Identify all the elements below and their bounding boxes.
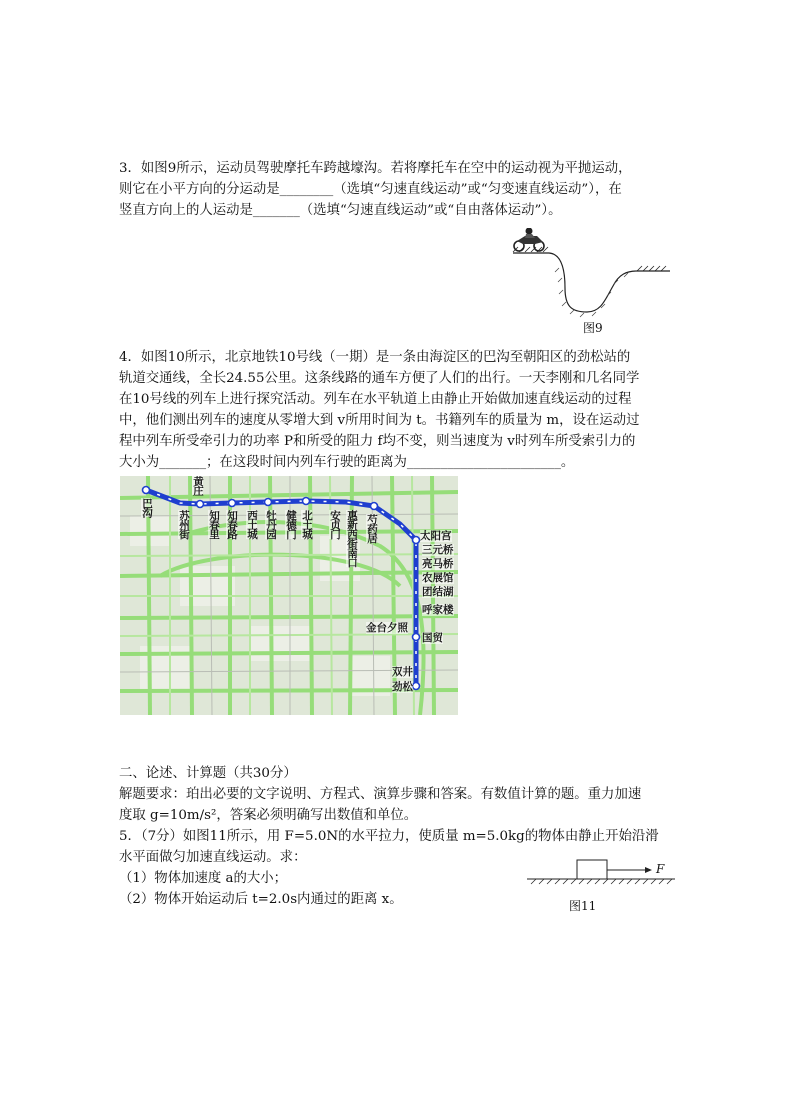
station-liangmaqiao: 亮马桥 <box>422 558 454 570</box>
station-huangzhuang: 黄庄 <box>192 476 204 495</box>
q5-sub-question-2: （2）物体开始运动后 t=2.0s内通过的距离 x。 <box>119 892 403 907</box>
station-xitucheng: 西土城 <box>246 510 258 539</box>
q5-line-1: 5．（7分）如图11所示，用 F=5.0N的水平拉力，使质量 m=5.0kg的物体由静止开始沿滑 <box>119 829 659 844</box>
station-jintaixizhao: 金台夕照 <box>366 622 408 634</box>
q5-sub-question-1: （1）物体加速度 a的大小； <box>119 871 288 886</box>
station-shaoyaoju: 芍药居 <box>366 514 378 543</box>
q4-line-6: 大小为_______；在这段时间内列车行驶的距离为_______________________。 <box>119 455 575 470</box>
station-jinsong: 劲松 <box>392 681 413 693</box>
station-nongzhanguan: 农展馆 <box>422 572 454 584</box>
station-tuanjiehu: 团结湖 <box>422 586 454 598</box>
station-beitucheng: 北土城 <box>301 510 313 539</box>
figure-9-caption: 图9 <box>583 321 603 335</box>
q3-line-3: 竖直方向上的人运动是_______（选填“匀速直线运动”或“自由落体运动”）。 <box>119 203 562 218</box>
section-2-requirements-2: 度取 g=10m/s²，答案必须明确写出数值和单位。 <box>119 808 418 823</box>
q3-line-2: 则它在小平方向的分运动是________（选填“匀速直线运动”或“匀变速直线运动”），在 <box>119 182 622 197</box>
station-sanyuanqiao: 三元桥 <box>422 544 454 556</box>
q4-line-4: 中，他们测出列车的速度从零增大到 v所用时间为 t。书籍列车的质量为 m，设在运动过 <box>119 413 640 428</box>
station-hujialou: 呼家楼 <box>422 604 454 616</box>
station-jiandemen: 健德门 <box>285 510 297 539</box>
subway-line-10-map <box>120 476 458 715</box>
q4-line-1: 4．如图10所示，北京地铁10号线（一期）是一条由海淀区的巴沟至朝阳区的劲松站的 <box>119 350 631 365</box>
section-2-requirements-1: 解题要求：珀出必要的文字说明、方程式、演算步骤和答案。有数值计算的题。重力加速 <box>119 787 642 802</box>
station-anzhenmen: 安贞门 <box>329 510 341 539</box>
force-label: F <box>656 862 665 876</box>
figure-11-block-diagram <box>527 858 677 888</box>
station-zhichunlu: 知春路 <box>226 510 238 539</box>
figure-9-ditch-diagram <box>505 228 675 323</box>
station-guomao: 国贸 <box>422 632 443 644</box>
section-2-heading: 二、论述、计算题（共30分） <box>119 766 297 781</box>
figure-11-caption: 图11 <box>569 899 597 913</box>
q5-line-2: 水平面做匀加速直线运动。求： <box>119 850 307 865</box>
station-taiyanggong: 太阳宫 <box>420 530 452 542</box>
station-mudanyuan: 牡丹园 <box>265 510 277 539</box>
station-bagou: 巴沟 <box>141 498 153 517</box>
q4-line-2: 轨道交通线，全长24.55公里。这条线路的通车方便了人们的出行。一天李刚和几名同学 <box>119 371 640 386</box>
station-zhichunli: 知春里 <box>208 510 220 539</box>
station-huixinxijie-nankou: 惠新西街南口 <box>346 510 358 567</box>
station-shuangjing: 双井 <box>392 666 413 678</box>
q4-line-5: 程中列车所受牵引力的功率 P和所受的阻力 f均不变，则当速度为 v时列车所受索引力的 <box>119 434 636 449</box>
q3-line-1: 3．如图9所示，运动员驾驶摩托车跨越壕沟。若将摩托车在空中的运动视为平抛运动， <box>119 161 632 176</box>
station-suzhoujie: 苏州街 <box>178 510 190 539</box>
q4-line-3: 在10号线的列车上进行探究活动。列车在水平轨道上由静止开始做加速直线运动的过程 <box>119 392 632 407</box>
